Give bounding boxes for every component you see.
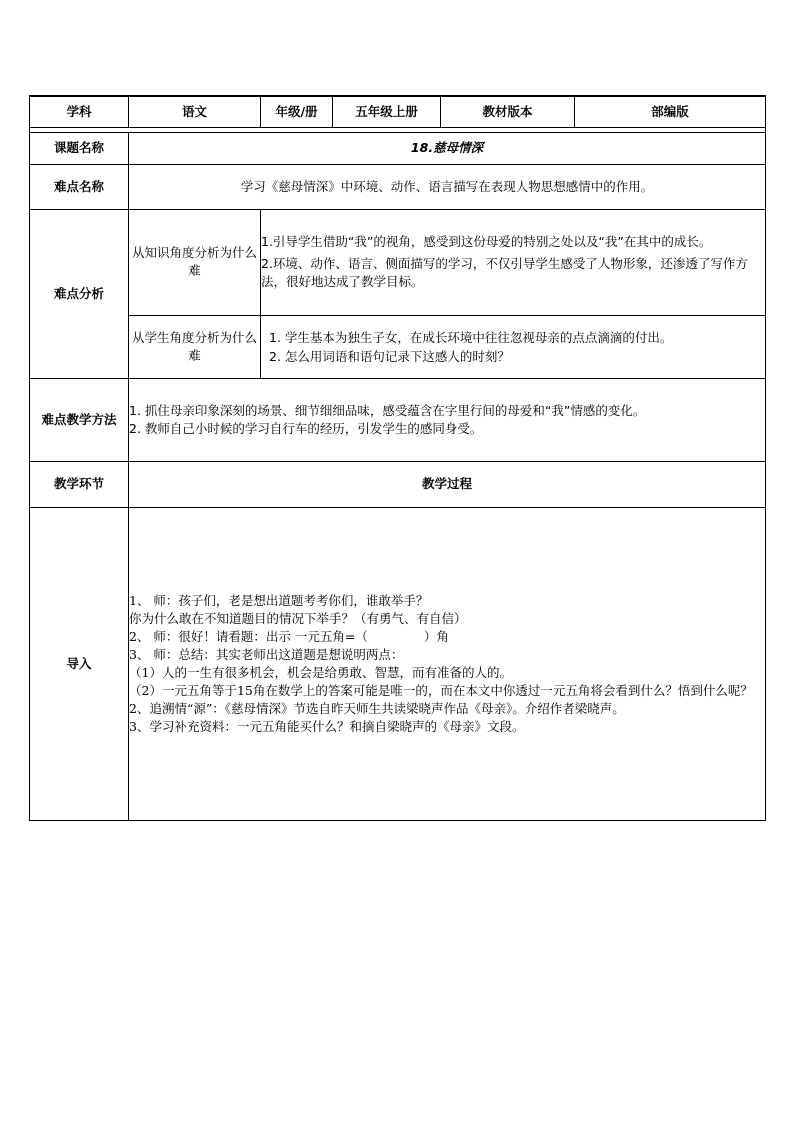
edition-label: 教材版本	[441, 96, 575, 127]
student-analysis-row	[30, 315, 766, 378]
process-line: 2、 师：很好！请看题：出示 一元五角=（ ）角	[129, 628, 449, 644]
grade-value: 五年级上册	[333, 96, 441, 127]
process-line: 1、 师：孩子们，老是想出道题考考你们，谁敢举手？	[129, 592, 429, 608]
student-point: 2. 怎么用词语和语句记录下这感人的时刻？	[269, 348, 510, 364]
process-header-row	[30, 461, 766, 507]
process-line: 3、 师：总结：其实老师出这道题是想说明两点：	[129, 646, 404, 662]
difficulty-name-value: 学习《慈母情深》中环境、动作、语言描写在表现人物思想感情中的作用。	[129, 164, 766, 209]
student-angle-content	[261, 315, 766, 378]
lesson-name-label: 课题名称	[30, 132, 129, 164]
lesson-plan-table	[29, 95, 766, 821]
knowledge-point: 2.环境、动作、语言、侧面描写的学习，不仅引导学生感受了人物形象，还渗透了写作方法，很好地达成了教学目标。	[261, 256, 748, 289]
difficulty-name-row	[30, 164, 766, 209]
method-content	[129, 378, 766, 461]
knowledge-angle-content	[261, 209, 766, 315]
method-point: 2. 教师自己小时候的学习自行车的经历，引发学生的感同身受。	[129, 420, 483, 436]
process-line: 3、学习补充资料：一元五角能买什么？和摘自梁晓声的《母亲》文段。	[129, 718, 525, 734]
header-row	[30, 96, 766, 127]
grade-label: 年级/册	[261, 96, 333, 127]
student-angle-label: 从学生角度分析为什么难	[129, 315, 261, 378]
method-point: 1. 抓住母亲印象深刻的场景、细节细细品味，感受蕴含在字里行间的母爱和“我”情感的变化。	[129, 402, 646, 418]
process-line: 你为什么敢在不知道题目的情况下举手？（有勇气、有自信）	[129, 610, 467, 626]
difficulty-name-label: 难点名称	[30, 164, 129, 209]
edition-value: 部编版	[575, 96, 766, 127]
stage-name: 导入	[30, 507, 129, 820]
knowledge-point: 1.引导学生借助“我”的视角，感受到这份母爱的特别之处以及“我”在其中的成长。	[261, 234, 712, 249]
subject-label: 学科	[30, 96, 129, 127]
intro-row	[30, 507, 766, 820]
student-point: 1. 学生基本为独生子女，在成长环境中往往忽视母亲的点点滴滴的付出。	[269, 329, 673, 345]
subject-value: 语文	[129, 96, 261, 127]
knowledge-analysis-row	[30, 209, 766, 315]
lesson-name-value: 18.慈母情深	[129, 132, 766, 164]
stage-label: 教学环节	[30, 461, 129, 507]
process-line: （2）一元五角等于15角在数学上的答案可能是唯一的，而在本文中你透过一元五角将会看到什么？悟到什么呢？	[129, 682, 753, 698]
process-label: 教学过程	[129, 461, 766, 507]
lesson-row	[30, 132, 766, 164]
method-row	[30, 378, 766, 461]
difficulty-analysis-label: 难点分析	[30, 209, 129, 378]
method-label: 难点教学方法	[30, 378, 129, 461]
process-line: 2、追溯情“源”：《慈母情深》节选自昨天师生共读梁晓声作品《母亲》。介绍作者梁晓声。	[129, 700, 625, 716]
process-content	[129, 507, 766, 820]
knowledge-angle-label: 从知识角度分析为什么难	[129, 209, 261, 315]
process-line: （1）人的一生有很多机会，机会是给勇敢、智慧，而有准备的人的。	[129, 664, 512, 680]
